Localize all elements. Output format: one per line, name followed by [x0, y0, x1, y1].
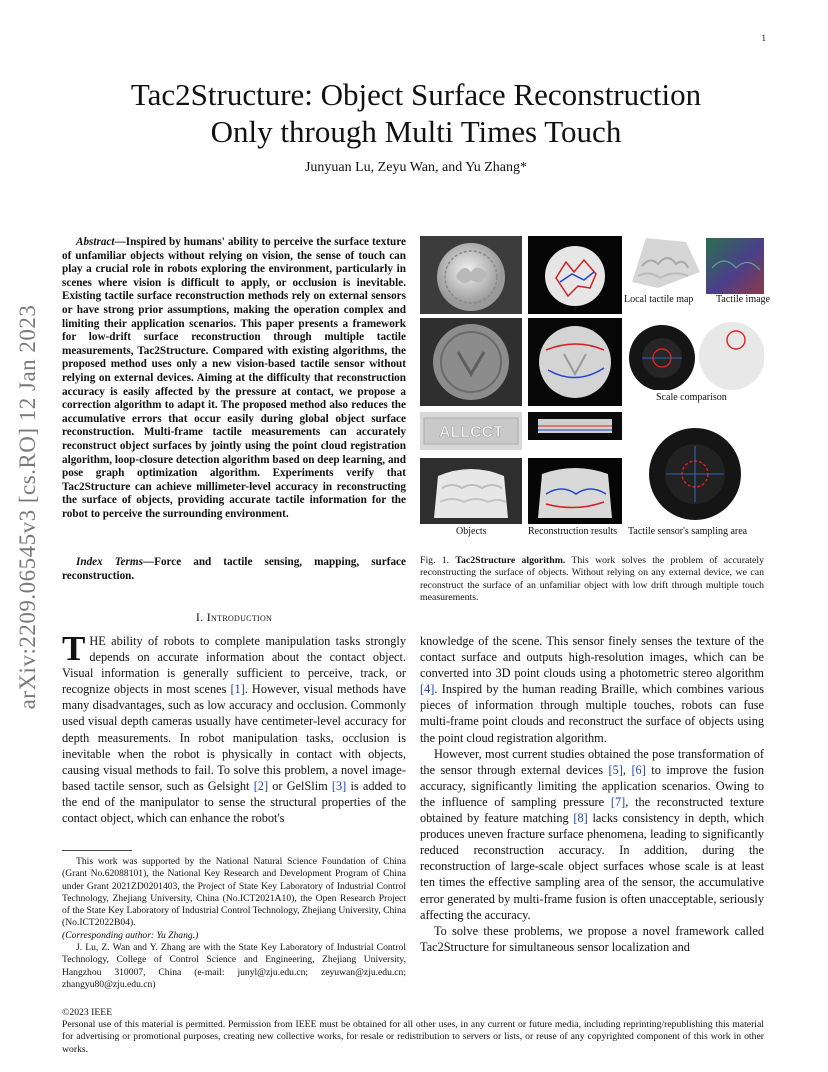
allcct-text: ALLCCT	[439, 424, 503, 441]
corresponding-author-text: (Corresponding author: Yu Zhang.)	[62, 929, 199, 941]
allcct-plate-photo	[420, 412, 522, 450]
corresponding-author-note	[62, 930, 406, 942]
citation-link[interactable]: [ 7 ]	[611, 795, 625, 809]
citation-link[interactable]: [ 4 ]	[420, 682, 434, 696]
arxiv-id: arXiv:2209.06545v3 [cs.RO] 12 Jan 2023	[15, 304, 40, 710]
abstract-text: —Inspired by humans' ability to perceive the surface texture of unfamiliar objects without relying on vision, the sense of touch can play a crucial role in robots exploring the environment, particularly in scenes where vision is difficult to apply, or occlusion is inevitable. Existing tactile surface reconstruction methods rely on external sensors or have strong prior assumptions, making the operation complex and limiting their application scenarios. This paper presents a framework for low-drift surface reconstruction through multiple tactile measurements, Tac2Structure. Compared with existing algorithms, the proposed method uses only a new vision-based tactile sensor without relying on external devices. Aiming at the difficulty that reconstruction accuracy is easily affected by the pressure at contact, we propose a correction algorithm to adapt it. The proposed method also reduces the accumulative errors that occur easily during global object surface reconstruction. Multi-frame tactile measurements can accurately reconstruct object surfaces by jointly using the point cloud registration algorithm, loop-closure detection algorithm based on deep learning, and pose graph optimization algorithm. Experiments verify that Tac2Structure can achieve millimeter-level accuracy in reconstructing the surface of objects, providing accurate tactile information for the robot to perceive the surrounding environment.	[62, 236, 406, 520]
intro-text-d: is added to the end of the manipulator to sense the structural properties of the contact object, which can enhance the robot's	[62, 778, 406, 826]
index-terms-text: —Force and tactile sensing, mapping, surface reconstruction.	[62, 556, 406, 582]
label-sampling-area: Tactile sensor's sampling area	[628, 526, 748, 537]
para1-text-b: . Inspired by the human reading Braille, which combines various pieces of information through multiple touches, robots can fuse multi-frame point clouds and reconstruct the surface of objects using the point cloud registration algorithm.	[420, 682, 764, 745]
tactile-image	[706, 238, 764, 294]
medal-photo	[420, 318, 522, 406]
para2-text-d: lacks consistency in depth, which produces uneven fracture surface phenomena, leading to significantly reduced reconstruction accuracy. In addition, during the reconstruction of large-scale object surfaces whose scale is at least ten times the effective sampling area of the sensor, the accumulative error generated by multi-frame fusion is often unacceptable, seriously affecting the accuracy.	[420, 811, 764, 922]
intro-text-c: or GelSlim	[268, 778, 332, 793]
label-objects: Objects	[456, 526, 487, 537]
citation-link[interactable]: [ 3 ]	[332, 779, 346, 793]
para1-text: knowledge of the scene. This sensor finely senses the texture of the contact surface and outputs high-resolution images, which can be converted into 3D point clouds using a photometric stereo algorithm	[420, 634, 764, 681]
copyright-line: ©2023 IEEE	[62, 1007, 113, 1018]
citation-link[interactable]: [ 1 ]	[230, 682, 244, 696]
title-line-1: Tac2Structure: Object Surface Reconstruction	[130, 77, 702, 112]
abstract	[62, 236, 406, 521]
local-tactile-map	[628, 236, 702, 294]
index-terms	[62, 556, 406, 583]
section-heading	[62, 610, 406, 625]
citation-link[interactable]: [ 6 ]	[631, 763, 645, 777]
para2-text-c: , the reconstructed texture obtained by feature matching	[420, 794, 764, 826]
label-reconstruction-results: Reconstruction results	[528, 526, 618, 537]
abstract-label: Abstract	[76, 236, 115, 248]
coin-reconstruction	[528, 236, 622, 314]
sensor-sampling-image	[626, 426, 764, 528]
coin-photo	[420, 236, 522, 314]
scale-comparison-image	[626, 318, 764, 390]
footnotes	[62, 856, 406, 991]
paragraph-2	[420, 746, 764, 923]
arxiv-watermark	[8, 292, 48, 722]
paragraph-3: To solve these problems, we propose a novel framework called Tac2Structure for simultaneous sensor localization and	[420, 923, 764, 954]
label-scale-comparison: Scale comparison	[656, 392, 727, 403]
object-photo	[420, 458, 522, 524]
object-reconstruction	[528, 458, 622, 524]
caption-label: Fig. 1.	[420, 555, 450, 566]
label-tactile-image: Tactile image	[716, 294, 770, 305]
label-local-tactile-map: Local tactile map	[624, 294, 694, 305]
caption-text: This work solves the problem of accurately reconstructing the surface of objects. Without relying on any external device, we can reconstruct the surface of an unfamiliar object with low drift through multiple touch measurements.	[420, 555, 764, 604]
citation-separator: ,	[622, 762, 632, 777]
paper-title	[60, 76, 772, 150]
citation-link[interactable]: [ 2 ]	[254, 779, 268, 793]
copyright-notice	[62, 1007, 764, 1056]
funding-footnote: This work was supported by the National Natural Science Foundation of China (Grant No.62088101), the National Key Research and Development Program of China under Grant 2021ZD0201403, the Project of State Key Laboratory of Industrial Control Technology, Zhejiang University, China (No.ICT2021A10), the Open Research Project of the State Key Laboratory of Industrial Control Technology, Zhejiang University, China (No.ICT2022B04).	[62, 856, 407, 929]
right-column-text	[420, 633, 764, 955]
footnote-rule	[62, 850, 132, 851]
figure-caption	[420, 555, 764, 605]
para2-text-b: to improve the fusion accuracy, significantly limiting the application scenarios. Owing to the influence of sampling pressure	[420, 762, 764, 809]
citation-link[interactable]: [ 5 ]	[609, 763, 623, 777]
citation-link[interactable]: [ 8 ]	[573, 811, 587, 825]
intro-text-a: HE ability of robots to complete manipulation tasks strongly depends on accurate information about the contact object. Visual information is generally sufficient to perceive, track, or recognize objects in most scenes	[62, 634, 406, 697]
intro-paragraph	[62, 629, 406, 826]
caption-bold: Tac2Structure algorithm.	[455, 555, 566, 566]
drop-cap: T	[62, 629, 86, 668]
copyright-text: Personal use of this material is permitted. Permission from IEEE must be obtained for all other uses, in any current or future media, including reprinting/republishing this material for advertising or promotional purposes, creating new collective works, for resale or redistribution to servers or lists, or reuse of any copyrighted component of this work in other works.	[62, 1019, 764, 1055]
intro-text-b: . However, visual methods have many disadvantages, such as low accuracy and occlusion. Commonly used visual depth cameras usually have centimeter-level accuracy for depth measurements. In robot manipulation tasks, occlusion is inevitable when the robot is physically in contact with objects, causing visual methods to fail. To solve this problem, a novel image-based tactile sensor, such as Gelsight	[62, 682, 406, 793]
paragraph-1	[420, 633, 764, 746]
figure-1	[420, 236, 770, 552]
affiliation-footnote: J. Lu, Z. Wan and Y. Zhang are with the State Key Laboratory of Industrial Control Technology, College of Control Science and Engineering, Zhejiang University, Hangzhou 310007, China (e-mail: junyl@zju.edu.cn; zeyuwan@zju.edu.cn; zhangyu80@zju.edu.cn)	[62, 942, 406, 990]
title-line-2: Only through Multi Times Touch	[210, 114, 622, 149]
page-number: 1	[761, 33, 766, 43]
author-list: Junyuan Lu, Zeyu Wan, and Yu Zhang*	[304, 160, 528, 175]
medal-reconstruction	[528, 318, 622, 406]
section-title: I. Introduction	[195, 610, 273, 624]
index-terms-label: Index Terms	[76, 556, 143, 568]
para2-text-a: However, most current studies obtained the pose transformation of the sensor through external devices	[420, 746, 764, 777]
allcct-reconstruction	[528, 412, 622, 440]
